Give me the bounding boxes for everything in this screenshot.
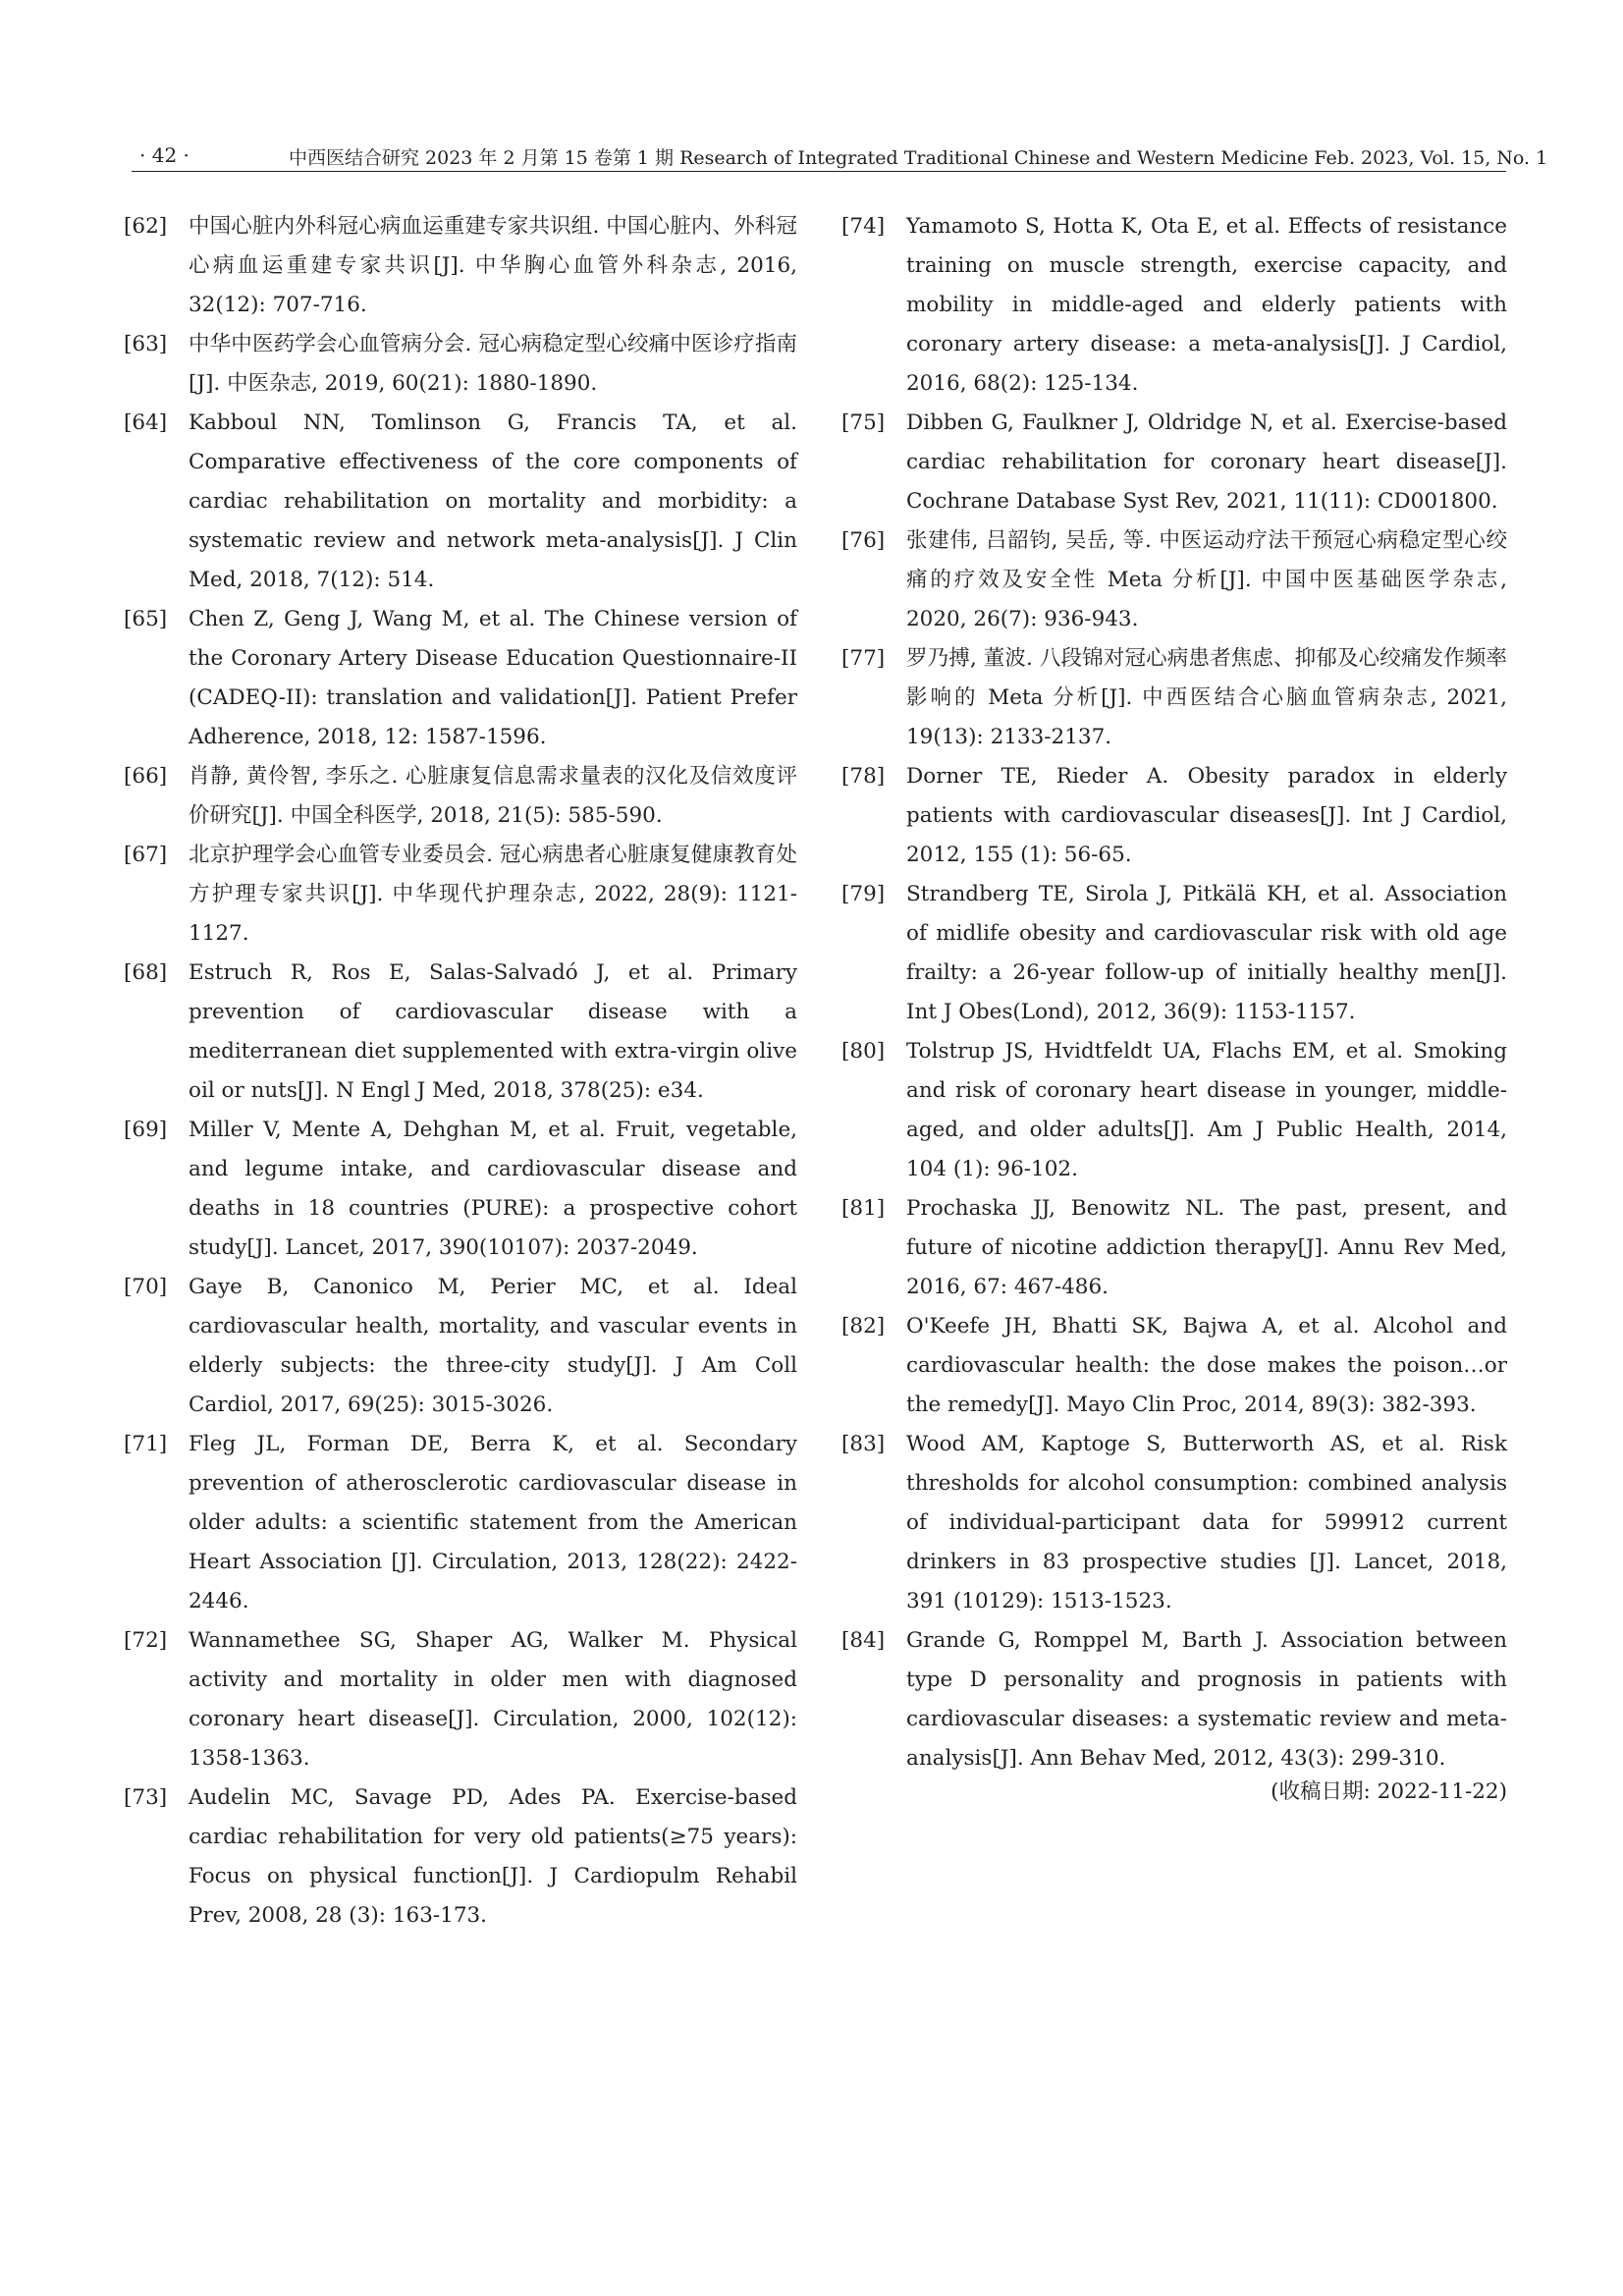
- reference-number: [63]: [124, 332, 168, 356]
- reference-text: Wood AM, Kaptoge S, Butterworth AS, et al. Risk thresholds for alcohol consumption: combined analysis of individual-participant data for 599912 current drinkers in 83 prospective studies [J]. Lancet, 2018, 391 (10129): 1513-1523.: [906, 1432, 1507, 1613]
- reference-number: [69]: [124, 1118, 168, 1142]
- reference-number: [72]: [124, 1628, 168, 1653]
- reference-entry: [124, 836, 797, 954]
- reference-list-left-column: [124, 207, 797, 1936]
- reference-number: [75]: [841, 410, 886, 435]
- reference-number: [66]: [124, 764, 168, 789]
- reference-number: [73]: [124, 1785, 168, 1810]
- reference-number: [80]: [841, 1039, 886, 1064]
- reference-text: Wannamethee SG, Shaper AG, Walker M. Physical activity and mortality in older men with diagnosed coronary heart disease[J]. Circulation, 2000, 102(12): 1358-1363.: [189, 1628, 797, 1771]
- reference-number: [81]: [841, 1196, 886, 1221]
- reference-number: [64]: [124, 410, 168, 435]
- reference-number: [83]: [841, 1432, 886, 1456]
- reference-text: Dibben G, Faulkner J, Oldridge N, et al. Exercise-based cardiac rehabilitation for coronary heart disease[J]. Cochrane Database Syst Rev, 2021, 11(11): CD001800.: [906, 410, 1507, 514]
- reference-text: Dorner TE, Rieder A. Obesity paradox in elderly patients with cardiovascular diseases[J]. Int J Cardiol, 2012, 155 (1): 56-65.: [906, 764, 1507, 867]
- reference-entry: [124, 954, 797, 1111]
- reference-number: [74]: [841, 214, 886, 239]
- reference-number: [79]: [841, 882, 886, 906]
- reference-text: Chen Z, Geng J, Wang M, et al. The Chinese version of the Coronary Artery Disease Education Questionnaire-II (CADEQ-II): translation and validation[J]. Patient Prefer Adherence, 2018, 12: 1587-1596.: [189, 607, 797, 749]
- reference-entry: [124, 1425, 797, 1621]
- reference-entry: [841, 1621, 1507, 1778]
- reference-entry: [124, 207, 797, 325]
- reference-number: [76]: [841, 528, 886, 553]
- reference-entry: [124, 325, 797, 404]
- reference-text: Gaye B, Canonico M, Perier MC, et al. Ideal cardiovascular health, mortality, and vascular events in elderly subjects: the three-city study[J]. J Am Coll Cardiol, 2017, 69(25): 3015-3026.: [189, 1275, 797, 1417]
- running-header: [132, 141, 1548, 172]
- reference-text: Strandberg TE, Sirola J, Pitkälä KH, et al. Association of midlife obesity and cardiovascular risk with old age frailty: a 26-year follow-up of initially healthy men[J]. Int J Obes(Lond), 2012, 36(9): 1153-1157.: [906, 882, 1507, 1024]
- reference-entry: [841, 207, 1507, 404]
- reference-number: [67]: [124, 843, 168, 867]
- reference-number: [71]: [124, 1432, 168, 1456]
- journal-running-title: 中西医结合研究 2023 年 2 月第 15 卷第 1 期 Research of Integrated Traditional Chinese and Western Medicine Feb. 2023, Vol. 15, No. 1: [289, 147, 1548, 169]
- reference-entry: [124, 404, 797, 600]
- reference-text: Tolstrup JS, Hvidtfeldt UA, Flachs EM, et al. Smoking and risk of coronary heart disease in younger, middle-aged, and older adults[J]. Am J Public Health, 2014, 104 (1): 96-102.: [906, 1039, 1507, 1181]
- reference-text: Prochaska JJ, Benowitz NL. The past, present, and future of nicotine addiction therapy[J]. Annu Rev Med, 2016, 67: 467-486.: [906, 1196, 1507, 1299]
- reference-text: 肖静, 黄伶智, 李乐之. 心脏康复信息需求量表的汉化及信效度评价研究[J]. 中国全科医学, 2018, 21(5): 585-590.: [189, 764, 797, 828]
- reference-text: 中华中医药学会心血管病分会. 冠心病稳定型心绞痛中医诊疗指南[J]. 中医杂志, 2019, 60(21): 1880-1890.: [189, 332, 797, 396]
- reference-entry: [841, 521, 1507, 639]
- reference-entry: [124, 1621, 797, 1778]
- reference-text: Estruch R, Ros E, Salas-Salvadó J, et al. Primary prevention of cardiovascular disease with a mediterranean diet supplemented with extra-virgin olive oil or nuts[J]. N Engl J Med, 2018, 378(25): e34.: [189, 960, 797, 1103]
- reference-list-right-column: [841, 207, 1507, 1778]
- reference-text: Yamamoto S, Hotta K, Ota E, et al. Effects of resistance training on muscle strength, exercise capacity, and mobility in middle-aged and elderly patients with coronary artery disease: a meta-analysis[J]. J Cardiol, 2016, 68(2): 125-134.: [906, 214, 1507, 396]
- reference-entry: [841, 1425, 1507, 1621]
- reference-number: [77]: [841, 646, 886, 671]
- reference-text: 北京护理学会心血管专业委员会. 冠心病患者心脏康复健康教育处方护理专家共识[J]. 中华现代护理杂志, 2022, 28(9): 1121-1127.: [189, 843, 797, 946]
- reference-text: O'Keefe JH, Bhatti SK, Bajwa A, et al. Alcohol and cardiovascular health: the dose makes the poison…or the remedy[J]. Mayo Clin Proc, 2014, 89(3): 382-393.: [906, 1314, 1507, 1417]
- reference-entry: [841, 1189, 1507, 1307]
- reference-text: Grande G, Romppel M, Barth J. Association between type D personality and prognosis in patients with cardiovascular diseases: a systematic review and meta-analysis[J]. Ann Behav Med, 2012, 43(3): 299-310.: [906, 1628, 1507, 1771]
- reference-number: [84]: [841, 1628, 886, 1653]
- reference-text: 张建伟, 吕韶钧, 吴岳, 等. 中医运动疗法干预冠心病稳定型心绞痛的疗效及安全性 Meta 分析[J]. 中国中医基础医学杂志, 2020, 26(7): 936-943.: [906, 528, 1507, 631]
- reference-entry: [841, 1307, 1507, 1425]
- reference-number: [65]: [124, 607, 168, 631]
- reference-entry: [841, 757, 1507, 875]
- reference-number: [78]: [841, 764, 886, 789]
- reference-text: 中国心脏内外科冠心病血运重建专家共识组. 中国心脏内、外科冠心病血运重建专家共识[J]. 中华胸心血管外科杂志, 2016, 32(12): 707-716.: [189, 214, 797, 317]
- reference-number: [70]: [124, 1275, 168, 1299]
- reference-text: Fleg JL, Forman DE, Berra K, et al. Secondary prevention of atherosclerotic cardiovascular disease in older adults: a scientific statement from the American Heart Association [J]. Circulation, 2013, 128(22): 2422-2446.: [189, 1432, 797, 1613]
- reference-entry: [124, 600, 797, 757]
- reference-text: 罗乃搏, 董波. 八段锦对冠心病患者焦虑、抑郁及心绞痛发作频率影响的 Meta 分析[J]. 中西医结合心脑血管病杂志, 2021, 19(13): 2133-2137.: [906, 646, 1507, 749]
- reference-number: [62]: [124, 214, 168, 239]
- reference-number: [68]: [124, 960, 168, 985]
- reference-entry: [841, 639, 1507, 757]
- reference-text: Kabboul NN, Tomlinson G, Francis TA, et al. Comparative effectiveness of the core components of cardiac rehabilitation on mortality and morbidity: a systematic review and network meta-analysis[J]. J Clin Med, 2018, 7(12): 514.: [189, 410, 797, 592]
- reference-entry: [124, 757, 797, 836]
- reference-text: Miller V, Mente A, Dehghan M, et al. Fruit, vegetable, and legume intake, and cardiovascular disease and deaths in 18 countries (PURE): a prospective cohort study[J]. Lancet, 2017, 390(10107): 2037-2049.: [189, 1118, 797, 1260]
- received-date: (收稿日期: 2022-11-22): [1271, 1779, 1507, 1804]
- page-number: · 42 ·: [139, 143, 189, 167]
- reference-entry: [841, 1032, 1507, 1189]
- reference-entry: [124, 1111, 797, 1268]
- reference-entry: [841, 875, 1507, 1032]
- reference-entry: [841, 404, 1507, 521]
- reference-entry: [124, 1778, 797, 1936]
- reference-text: Audelin MC, Savage PD, Ades PA. Exercise-based cardiac rehabilitation for very old patients(≥75 years): Focus on physical function[J]. J Cardiopulm Rehabil Prev, 2008, 28 (3): 163-173.: [189, 1785, 797, 1928]
- reference-number: [82]: [841, 1314, 886, 1339]
- reference-entry: [124, 1268, 797, 1425]
